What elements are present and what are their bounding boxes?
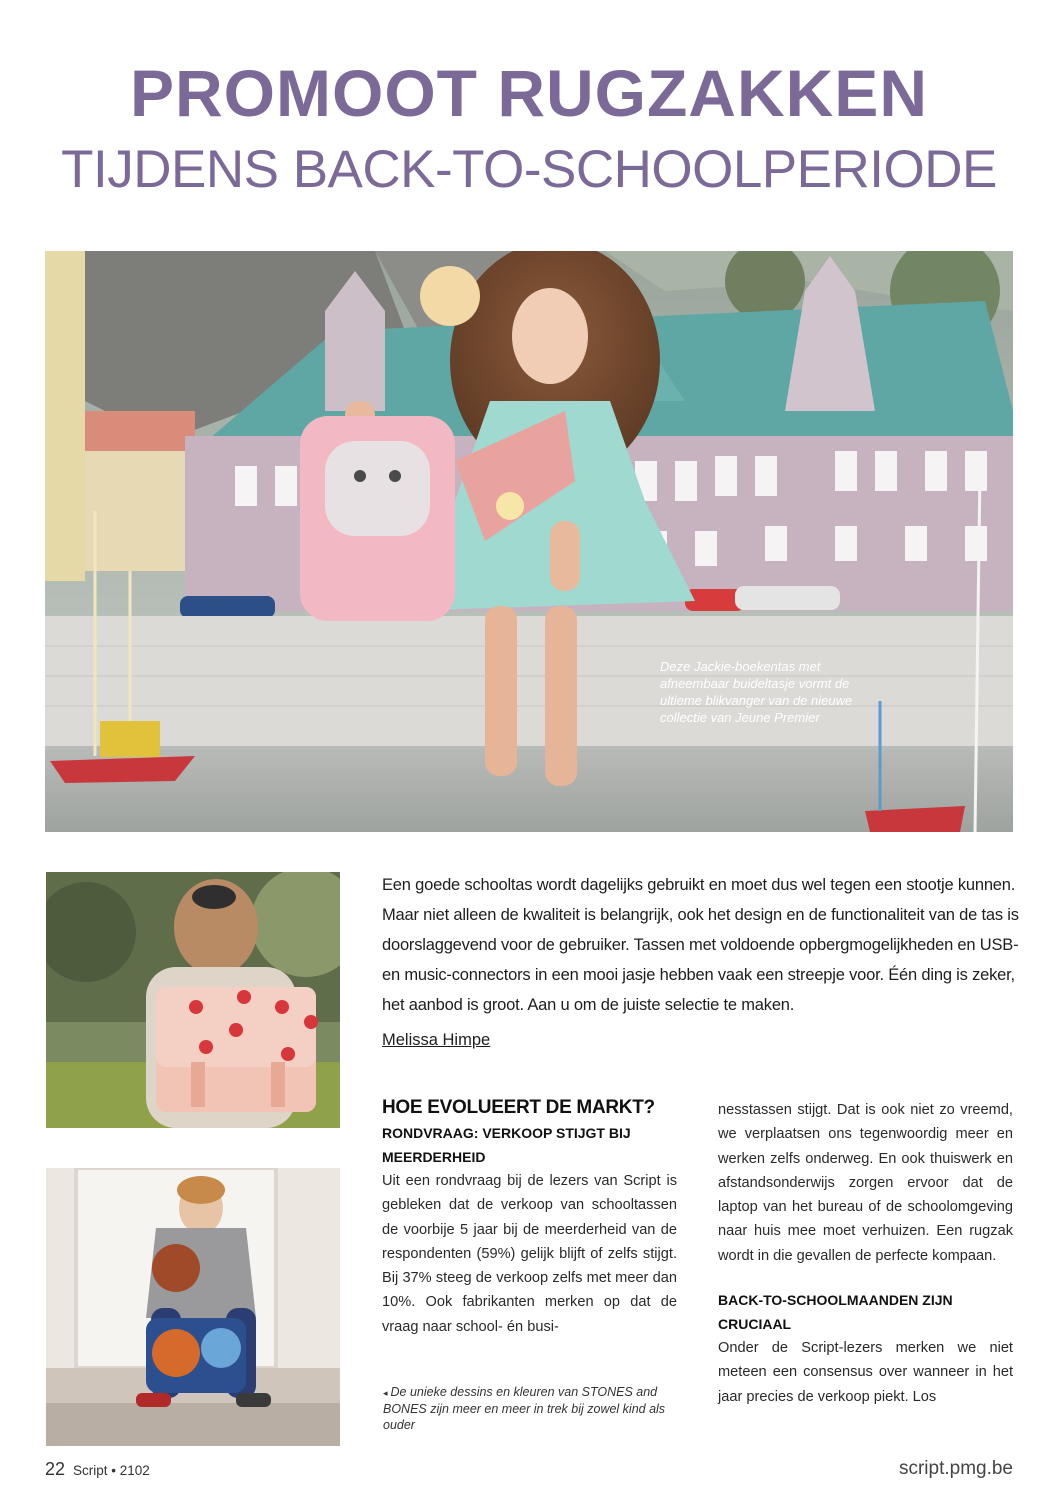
section-subheading: BACK-TO-SCHOOLMAANDEN ZIJN CRUCIAAL bbox=[718, 1292, 953, 1333]
article-title: PROMOOT RUGZAKKEN bbox=[130, 56, 928, 130]
photo-caption-text: De unieke dessins en kleuren van STONES and BONES zijn meer en meer in trek bij zowel kind als ouder bbox=[383, 1385, 666, 1432]
body-paragraph: Onder de Script-lezers merken we niet meteen een consensus over wanneer in het jaar precies de verkoop piekt. Los bbox=[718, 1340, 1013, 1405]
photo-caption bbox=[383, 1384, 683, 1433]
section-subheading: RONDVRAAG: VERKOOP STIJGT BIJ MEERDERHEID bbox=[382, 1125, 631, 1165]
article-subtitle: TIJDENS BACK-TO-SCHOOLPERIODE bbox=[61, 140, 997, 199]
author-byline: Melissa Himpe bbox=[382, 1031, 491, 1049]
website-link[interactable]: script.pmg.be bbox=[898, 1458, 1013, 1479]
intro-paragraph: Een goede schooltas wordt dagelijks gebruikt en moet dus wel tegen een stootje kunnen. Maar niet alleen de kwaliteit is belangrijk, ook het design en de functionaliteit van de tas is doorslaggevend voor de gebruiker. Tassen met voldoende opbergmogelijkheden en USB- en music-connectors in een mooi jasje hebben vaak een streepje voor. Één ding is zeker, het aanbod is groot. Aan u om de juiste selectie te maken. bbox=[382, 876, 1019, 1014]
hero-photo-illustration bbox=[45, 251, 1013, 832]
body-paragraph-continued: nesstassen stijgt. Dat is ook niet zo vreemd, we verplaatsen ons tegenwoordig meer en werken zelfs onderweg. En ook thuiswerk en afstandsonderwijs zorgen ervoor dat de laptop van het bureau of de schoolomgeving naar huis mee moet verhuizen. Een rugzak wordt in die gevallen de perfecte kompaan. bbox=[718, 1102, 1013, 1264]
caption-pointer-icon: ◂ bbox=[383, 1388, 388, 1398]
page-number: 22 bbox=[45, 1459, 66, 1479]
magazine-issue: Script • 2102 bbox=[73, 1463, 150, 1478]
hero-caption: Deze Jackie-boekentas met afneembaar buideltasje vormt de ultieme blikvanger van de nieuwe collectie van Jeune Premier bbox=[660, 659, 853, 725]
article-column-right bbox=[718, 1098, 1013, 1409]
photo-boy-illustration bbox=[46, 1168, 340, 1446]
photo-boy-with-backpack bbox=[46, 1168, 340, 1446]
body-paragraph: Uit een rondvraag bij de lezers van Script is gebleken dat de verkoop van schooltassen de voorbije 5 jaar bij de meerderheid van de respondenten (59%) gelijk blijft of zelfs stijgt. Bij 37% steeg de verkoop zelfs met meer dan 10%. Ook fabrikanten merken op dat de vraag naar school- én busi- bbox=[382, 1173, 677, 1335]
photo-girl-with-satchel bbox=[46, 872, 340, 1128]
page-footer bbox=[45, 1459, 150, 1480]
photo-girl-illustration bbox=[46, 872, 340, 1128]
section-heading: HOE EVOLUEERT DE MARKT? bbox=[382, 1097, 655, 1118]
article-column-left bbox=[382, 1095, 677, 1339]
hero-photo bbox=[45, 251, 1013, 832]
